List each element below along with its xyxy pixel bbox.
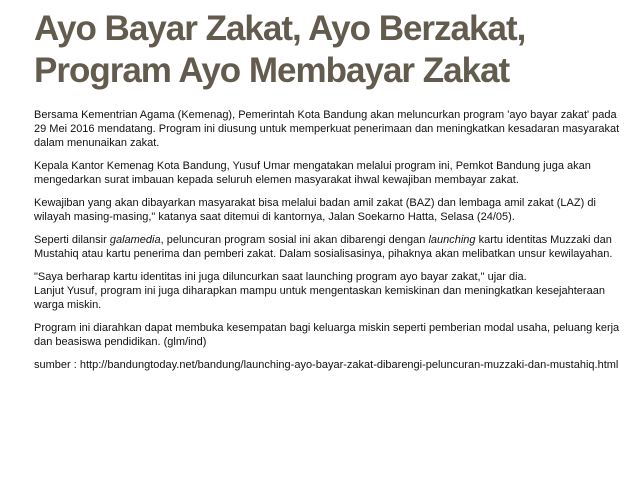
paragraph-7: Program ini diarahkan dapat membuka kesempatan bagi keluarga miskin seperti pemberian modal usaha, peluang kerja dan beasiswa pendidikan. (glm/ind) bbox=[34, 322, 620, 348]
paragraph-4-text-b: , peluncuran program sosial ini akan dibarengi dengan bbox=[160, 234, 429, 246]
slide-title: Ayo Bayar Zakat, Ayo Berzakat, Program Ayo Membayar Zakat bbox=[34, 9, 526, 90]
paragraph-3: Kewajiban yang akan dibayarkan masyarakat bisa melalui badan amil zakat (BAZ) dan lembaga amil zakat (LAZ) di wilayah masing-masing," katanya saat ditemui di kantornya, Jalan Soekarno Hatta, Selasa (24/05). bbox=[34, 197, 596, 223]
paragraph-6: Lanjut Yusuf, program ini juga diharapkan mampu untuk mengentaskan kemiskinan dan meningkatkan kesejahteraan warga miskin. bbox=[34, 285, 605, 311]
paragraph-4-source: galamedia bbox=[109, 234, 161, 246]
paragraph-4-text-a: Seperti dilansir bbox=[34, 234, 110, 246]
source-link[interactable]: sumber : http://bandungtoday.net/bandung/launching-ayo-bayar-zakat-dibarengi-peluncuran-muzzaki-dan-mustahiq.html bbox=[34, 359, 619, 371]
paragraph-4-text-c: kartu identitas Muzzaki dan Mustahiq atau kartu penerima dan pemberi zakat. Dalam sosialisasinya, pihaknya akan melibatkan unsur kewilayahan. bbox=[34, 234, 613, 260]
paragraph-5: "Saya berharap kartu identitas ini juga diluncurkan saat launching program ayo bayar zakat," ujar dia. bbox=[34, 271, 527, 283]
paragraph-4 bbox=[34, 233, 624, 261]
slide-body bbox=[34, 108, 624, 381]
paragraph-4-launching: launching bbox=[428, 234, 476, 246]
paragraph-1: Bersama Kementrian Agama (Kemenag), Pemerintah Kota Bandung akan meluncurkan program 'ayo bayar zakat' pada 29 Mei 2016 mendatang. Program ini diusung untuk memperkuat penerimaan dan meningkatkan kesadaran masyarakat dalam menunaikan zakat. bbox=[34, 109, 620, 149]
paragraph-2: Kepala Kantor Kemenag Kota Bandung, Yusuf Umar mengatakan melalui program ini, Pemkot Bandung juga akan mengedarkan surat imbauan kepada seluruh elemen masyarakat ihwal kewajiban membayar zakat. bbox=[34, 160, 591, 186]
